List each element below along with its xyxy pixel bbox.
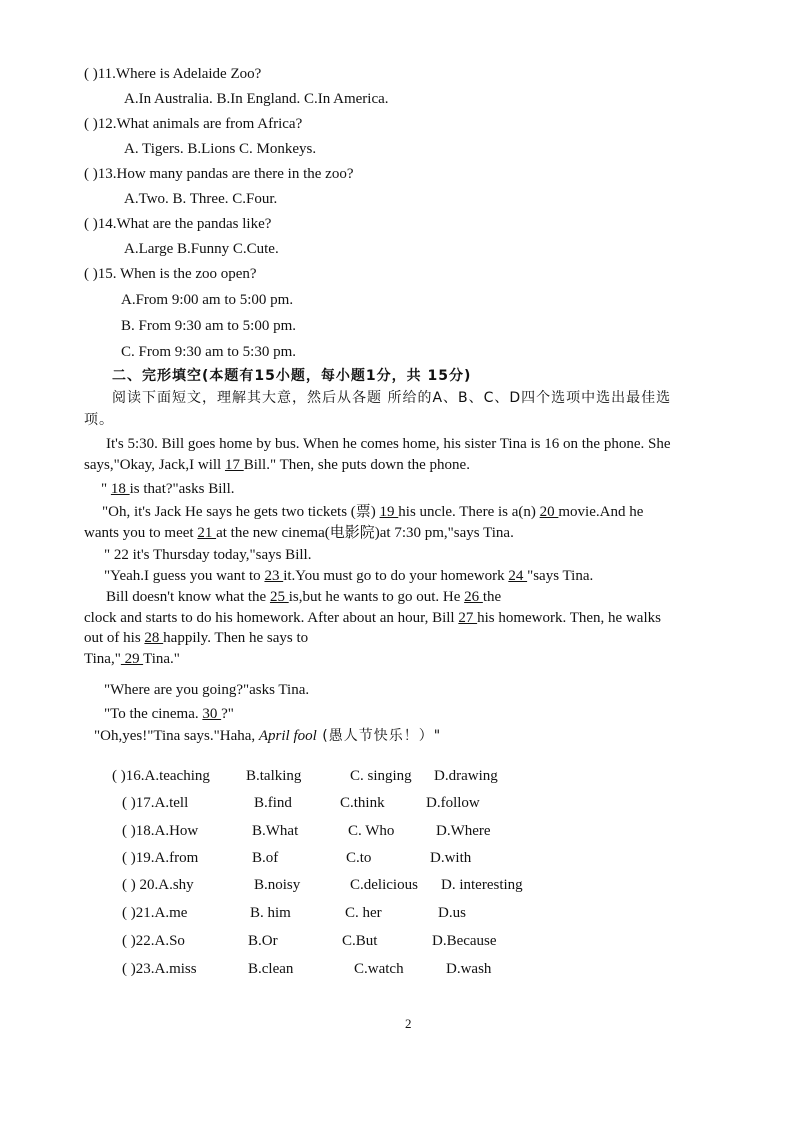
choice-b: B.Or bbox=[248, 933, 278, 949]
passage-line-2 bbox=[84, 455, 470, 475]
choice-number: ( )18.A.How bbox=[122, 823, 199, 839]
text-segment: "Yeah.I guess you want to bbox=[104, 568, 265, 584]
choice-number: ( )23.A.miss bbox=[122, 961, 197, 977]
blank-19: 19 bbox=[379, 504, 399, 520]
section-instruction-line2: 项。 bbox=[84, 412, 114, 428]
text-segment: Bill doesn't know what the bbox=[106, 589, 270, 605]
question-12-options: A. Tigers. B.Lions C. Monkeys. bbox=[124, 141, 317, 157]
choice-c: C.to bbox=[346, 850, 372, 866]
passage-line-1: It's 5:30. Bill goes home by bus. When he comes home, his sister Tina is 16 on the phone. She bbox=[106, 436, 671, 452]
question-15-option-c: C. From 9:30 am to 5:30 pm. bbox=[121, 344, 297, 360]
text-segment: " bbox=[101, 481, 111, 497]
blank-30: 30 bbox=[202, 706, 222, 722]
blank-26: 26 bbox=[464, 589, 483, 605]
question-15-option-b: B. From 9:30 am to 5:00 pm. bbox=[121, 318, 297, 334]
page-number: 2 bbox=[405, 1016, 412, 1031]
blank-20: 20 bbox=[539, 504, 559, 520]
passage-line-5 bbox=[84, 523, 514, 543]
passage-line-3 bbox=[101, 479, 235, 499]
text-segment: Bill." Then, she puts down the phone. bbox=[243, 457, 470, 473]
blank-18: 18 bbox=[110, 481, 130, 497]
text-segment: (愚人节快乐！）" bbox=[316, 728, 442, 744]
choice-b: B.noisy bbox=[254, 877, 301, 893]
passage-line-10 bbox=[84, 628, 308, 648]
question-14-stem: ( )14.What are the pandas like? bbox=[84, 216, 272, 232]
blank-23: 23 bbox=[264, 568, 284, 584]
passage-line-9 bbox=[84, 608, 661, 628]
choice-b: B. him bbox=[250, 905, 291, 921]
question-11-stem: ( )11.Where is Adelaide Zoo? bbox=[84, 66, 262, 82]
text-segment: ?" bbox=[221, 706, 234, 722]
choice-d: D.us bbox=[438, 905, 466, 921]
question-13-stem: ( )13.How many pandas are there in the zoo? bbox=[84, 166, 354, 182]
text-segment: is,but he wants to go out. He bbox=[288, 589, 465, 605]
section-instruction-line1: 阅读下面短文，理解其大意，然后从各题 所给的A、B、C、D四个选项中选出最佳选 bbox=[112, 390, 672, 406]
text-segment: says,"Okay, Jack,I will bbox=[84, 457, 225, 473]
choice-b: B.talking bbox=[246, 768, 302, 784]
text-segment: "Oh, it's Jack He says he gets two tickets (票) bbox=[102, 504, 380, 520]
question-12-stem: ( )12.What animals are from Africa? bbox=[84, 116, 303, 132]
blank-28: 28 bbox=[144, 630, 164, 646]
text-segment: Tina," bbox=[84, 651, 121, 667]
text-segment: the bbox=[482, 589, 502, 605]
text-segment: it.You must go to do your homework bbox=[283, 568, 509, 584]
text-segment: "To the cinema. bbox=[104, 706, 203, 722]
choice-number: ( )19.A.from bbox=[122, 850, 199, 866]
choice-c: C. Who bbox=[348, 823, 395, 839]
section-title: 二、完形填空(本题有15小题，每小题1分，共 15分) bbox=[112, 368, 472, 384]
choice-number: ( ) 20.A.shy bbox=[122, 877, 194, 893]
choice-d: D.with bbox=[430, 850, 472, 866]
question-15-option-a: A.From 9:00 am to 5:00 pm. bbox=[121, 292, 294, 308]
passage-line-13 bbox=[104, 704, 234, 724]
passage-line-8 bbox=[106, 587, 501, 607]
choice-number: ( )17.A.tell bbox=[122, 795, 189, 811]
passage-line-6: " 22 it's Thursday today,"says Bill. bbox=[104, 547, 312, 563]
text-segment: clock and starts to do his homework. After about an hour, Bill bbox=[84, 610, 459, 626]
question-15-stem: ( )15. When is the zoo open? bbox=[84, 266, 257, 282]
text-segment: wants you to meet bbox=[84, 525, 198, 541]
question-13-options: A.Two. B. Three. C.Four. bbox=[124, 191, 278, 207]
text-segment: at the new cinema(电影院)at 7:30 pm,"says Tina. bbox=[216, 525, 514, 541]
choice-b: B.What bbox=[252, 823, 299, 839]
choice-c: C.think bbox=[340, 795, 385, 811]
blank-25: 25 bbox=[269, 589, 289, 605]
choice-d: D.drawing bbox=[434, 768, 498, 784]
question-14-options: A.Large B.Funny C.Cute. bbox=[124, 241, 279, 257]
text-segment: "Oh,yes!"Tina says."Haha, bbox=[94, 728, 259, 744]
choice-c: C. singing bbox=[350, 768, 412, 784]
text-segment: his uncle. There is a(n) bbox=[398, 504, 540, 520]
choice-d: D. interesting bbox=[441, 877, 523, 893]
text-segment: Tina." bbox=[143, 651, 180, 667]
passage-line-11 bbox=[84, 649, 180, 669]
blank-24: 24 bbox=[508, 568, 528, 584]
passage-line-14 bbox=[94, 726, 441, 746]
choice-d: D.Because bbox=[432, 933, 497, 949]
choice-c: C.delicious bbox=[350, 877, 418, 893]
text-segment: movie.And he bbox=[558, 504, 644, 520]
passage-line-12: "Where are you going?"asks Tina. bbox=[104, 682, 310, 698]
choice-number: ( )22.A.So bbox=[122, 933, 185, 949]
choice-d: D.wash bbox=[446, 961, 492, 977]
text-segment: "says Tina. bbox=[527, 568, 594, 584]
choice-number: ( )16.A.teaching bbox=[112, 768, 210, 784]
choice-c: C.watch bbox=[354, 961, 404, 977]
text-segment: happily. Then he says to bbox=[163, 630, 309, 646]
april-fool-text: April fool bbox=[258, 728, 317, 744]
text-segment: is that?"asks Bill. bbox=[129, 481, 235, 497]
choice-b: B.of bbox=[252, 850, 279, 866]
choice-c: C. her bbox=[345, 905, 382, 921]
blank-17: 17 bbox=[224, 457, 244, 473]
blank-27: 27 bbox=[458, 610, 478, 626]
passage-line-7 bbox=[104, 566, 593, 586]
text-segment: out of his bbox=[84, 630, 145, 646]
blank-29: 29 bbox=[120, 651, 144, 667]
text-segment: his homework. Then, he walks bbox=[477, 610, 661, 626]
choice-b: B.clean bbox=[248, 961, 294, 977]
choice-d: D.Where bbox=[436, 823, 491, 839]
passage-line-4 bbox=[102, 502, 643, 522]
choice-number: ( )21.A.me bbox=[122, 905, 188, 921]
choice-d: D.follow bbox=[426, 795, 480, 811]
choice-b: B.find bbox=[254, 795, 292, 811]
blank-21: 21 bbox=[197, 525, 217, 541]
question-11-options: A.In Australia. B.In England. C.In America. bbox=[124, 91, 389, 107]
choice-c: C.But bbox=[342, 933, 378, 949]
